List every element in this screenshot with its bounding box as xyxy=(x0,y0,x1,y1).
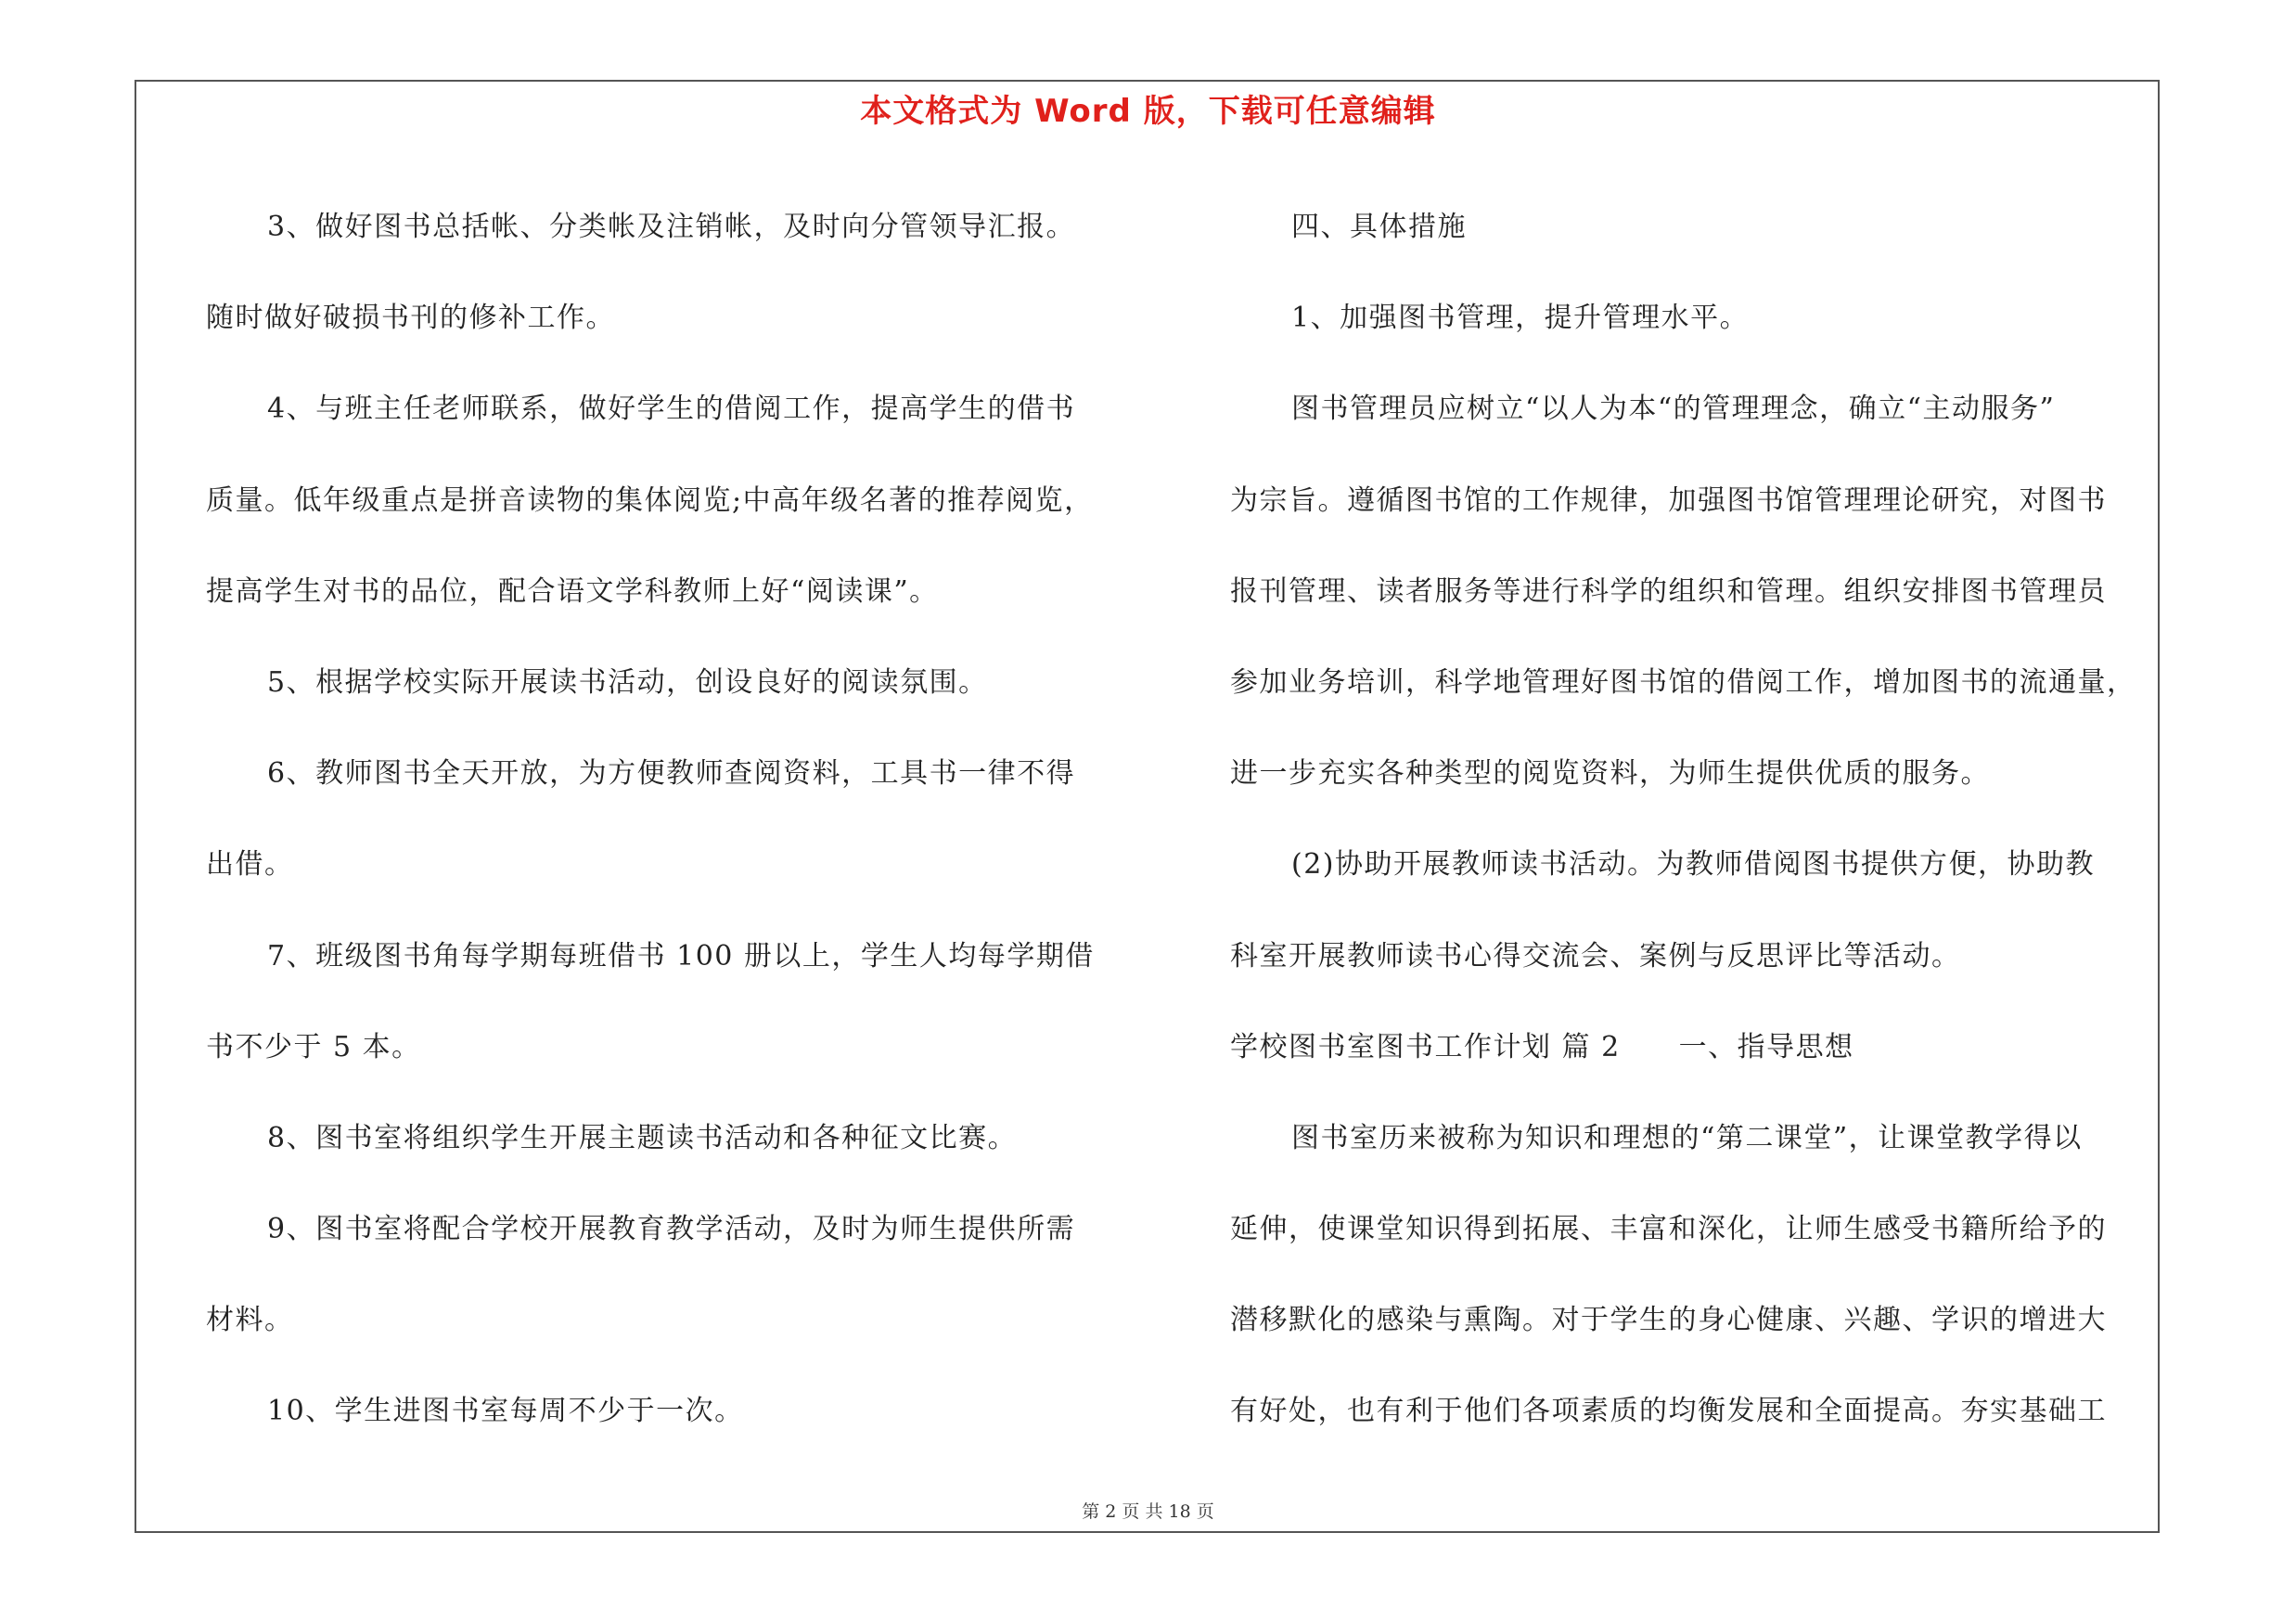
text-line: 5、根据学校实际开展读书活动，创设良好的阅读氛围。 xyxy=(267,665,988,699)
text-line: 图书管理员应树立“以人为本“的管理理念，确立“主动服务” xyxy=(1291,393,2056,426)
text-line: 4、与班主任老师联系，做好学生的借阅工作，提高学生的借书 xyxy=(267,393,1076,426)
text-line: 7、班级图书角每学期每班借书 100 册以上，学生人均每学期借 xyxy=(267,939,1095,973)
text-line: 9、图书室将配合学校开展教育教学活动，及时为师生提供所需 xyxy=(267,1213,1076,1246)
text-line: 图书室历来被称为知识和理想的“第二课堂”，让课堂教学得以 xyxy=(1291,1121,2083,1154)
text-line: 质量。低年级重点是拼音读物的集体阅览;中高年级名著的推荐阅览， xyxy=(206,483,1094,517)
text-line: 四、具体措施 xyxy=(1291,211,1467,243)
text-line: 为宗旨。遵循图书馆的工作规律，加强图书馆管理理论研究，对图书 xyxy=(1230,483,2107,517)
text-line: 8、图书室将组织学生开展主题读书活动和各种征文比赛。 xyxy=(267,1121,1018,1154)
text-line: 提高学生对书的品位，配合语文学科教师上好“阅读课”。 xyxy=(206,574,939,608)
page-footer: 第 2 页 共 18 页 xyxy=(1082,1501,1214,1522)
text-line: 潜移默化的感染与熏陶。对于学生的身心健康、兴趣、学识的增进大 xyxy=(1230,1304,2107,1337)
text-line: 参加业务培训，科学地管理好图书馆的借阅工作，增加图书的流通量， xyxy=(1230,665,2136,699)
text-line: 科室开展教师读书心得交流会、案例与反思评比等活动。 xyxy=(1230,939,1961,973)
text-line: 1、加强图书管理，提升管理水平。 xyxy=(1291,302,1750,335)
text-line: 10、学生进图书室每周不少于一次。 xyxy=(267,1395,744,1428)
format-banner: 本文格式为 Word 版，下载可任意编辑 xyxy=(860,93,1436,130)
right-column xyxy=(1230,182,2153,1458)
left-column xyxy=(206,182,1143,1458)
text-line: 有好处，也有利于他们各项素质的均衡发展和全面提高。夯实基础工 xyxy=(1230,1395,2107,1428)
text-line: 6、教师图书全天开放，为方便教师查阅资料，工具书一律不得 xyxy=(267,757,1076,791)
text-line: 延伸，使课堂知识得到拓展、丰富和深化，让师生感受书籍所给予的 xyxy=(1230,1213,2107,1246)
text-line: 报刊管理、读者服务等进行科学的组织和管理。组织安排图书管理员 xyxy=(1230,574,2107,608)
text-line: 进一步充实各种类型的阅览资料，为师生提供优质的服务。 xyxy=(1230,757,1990,791)
text-line: 3、做好图书总括帐、分类帐及注销帐，及时向分管领导汇报。 xyxy=(267,211,1076,243)
text-line: 书不少于 5 本。 xyxy=(206,1030,421,1063)
text-line: 学校图书室图书工作计划 篇 2 一、指导思想 xyxy=(1230,1030,1854,1063)
text-line: 材料。 xyxy=(206,1304,294,1337)
text-line: (2)协助开展教师读书活动。为教师借阅图书提供方便，协助教 xyxy=(1291,848,2095,882)
text-line: 出借。 xyxy=(206,848,294,882)
text-line: 随时做好破损书刊的修补工作。 xyxy=(206,302,615,335)
